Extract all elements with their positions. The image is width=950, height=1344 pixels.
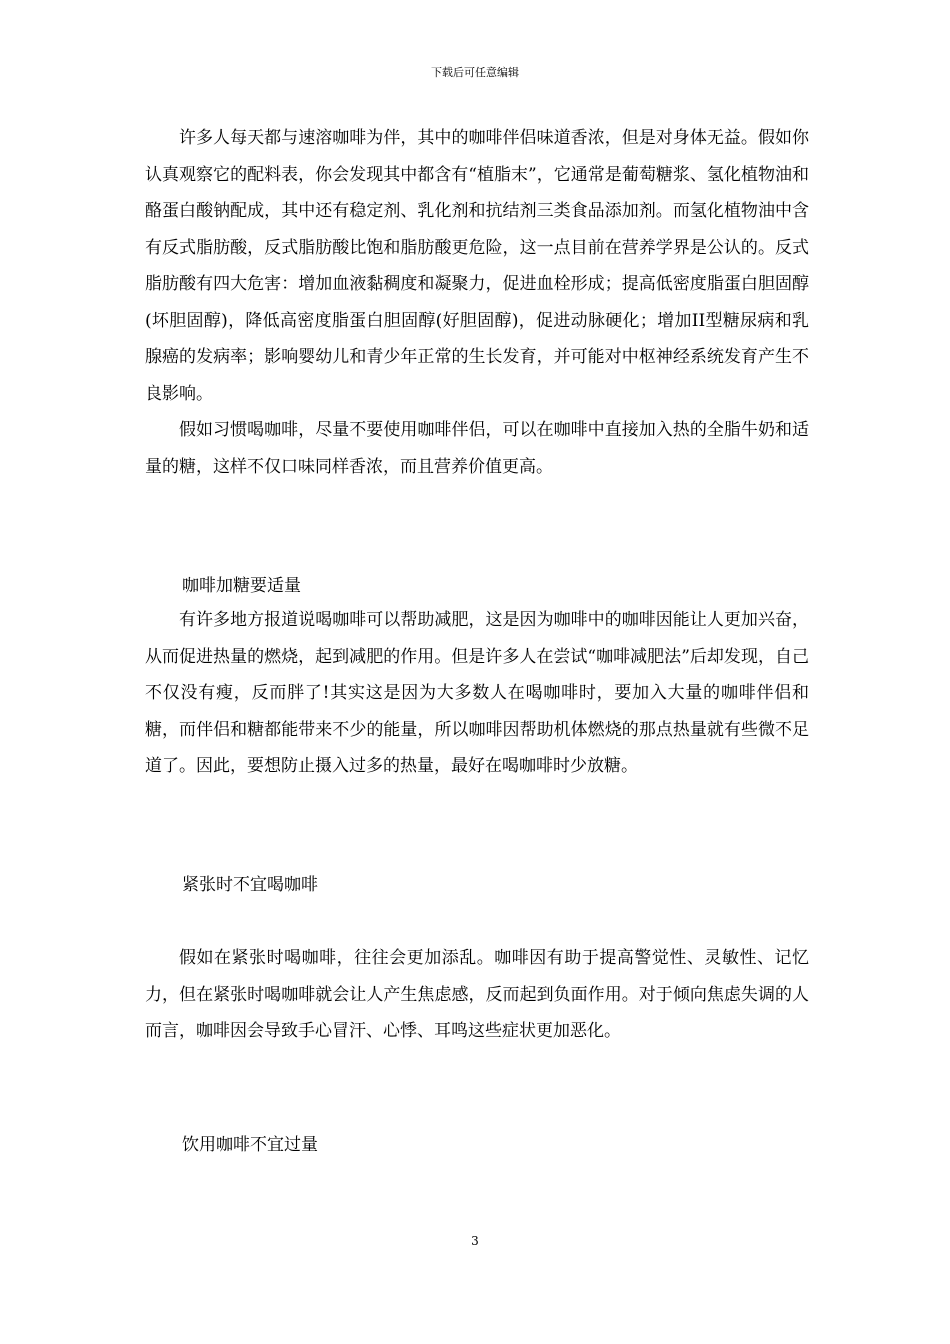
header-note: 下载后可任意编辑 [431, 66, 519, 79]
nervous-section [145, 940, 809, 1050]
intro-section [145, 120, 809, 485]
sugar-section [145, 602, 809, 785]
paragraph: 假如在紧张时喝咖啡，往往会更加添乱。咖啡因有助于提高警觉性、灵敏性、记忆力，但在紧张时喝咖啡就会让人产生焦虑感，反而起到负面作用。对于倾向焦虑失调的人而言，咖啡因会导致手心冒汗、心悸、耳鸣这些症状更加恶化。 [145, 948, 809, 1041]
paragraph: 许多人每天都与速溶咖啡为伴，其中的咖啡伴侣味道香浓，但是对身体无益。假如你认真观察它的配料表，你会发现其中都含有“植脂末”，它通常是葡萄糖浆、氢化植物油和酪蛋白酸钠配成，其中还有稳定剂、乳化剂和抗结剂三类食品添加剂。而氢化植物油中含有反式脂肪酸，反式脂肪酸比饱和脂肪酸更危险，这一点目前在营养学界是公认的。反式脂肪酸有四大危害：增加血液黏稠度和凝聚力，促进血栓形成；提高低密度脂蛋白胆固醇(坏胆固醇)，降低高密度脂蛋白胆固醇(好胆固醇)，促进动脉硬化；增加II型糖尿病和乳腺癌的发病率；影响婴幼儿和青少年正常的生长发育，并可能对中枢神经系统发育产生不良影响。 [145, 128, 809, 404]
section-heading: 紧张时不宜喝咖啡 [182, 875, 318, 895]
paragraph: 有许多地方报道说喝咖啡可以帮助减肥，这是因为咖啡中的咖啡因能让人更加兴奋，从而促进热量的燃烧，起到减肥的作用。但是许多人在尝试“咖啡减肥法”后却发现，自己不仅没有瘦，反而胖了!其实这是因为大多数人在喝咖啡时，要加入大量的咖啡伴侣和糖，而伴侣和糖都能带来不少的能量，所以咖啡因帮助机体燃烧的那点热量就有些微不足道了。因此，要想防止摄入过多的热量，最好在喝咖啡时少放糖。 [145, 610, 809, 776]
page-number: 3 [471, 1234, 479, 1248]
section-heading: 饮用咖啡不宜过量 [182, 1135, 318, 1155]
section-heading: 咖啡加糖要适量 [182, 576, 301, 596]
paragraph: 假如习惯喝咖啡，尽量不要使用咖啡伴侣，可以在咖啡中直接加入热的全脂牛奶和适量的糖，这样不仅口味同样香浓，而且营养价值更高。 [145, 420, 809, 477]
